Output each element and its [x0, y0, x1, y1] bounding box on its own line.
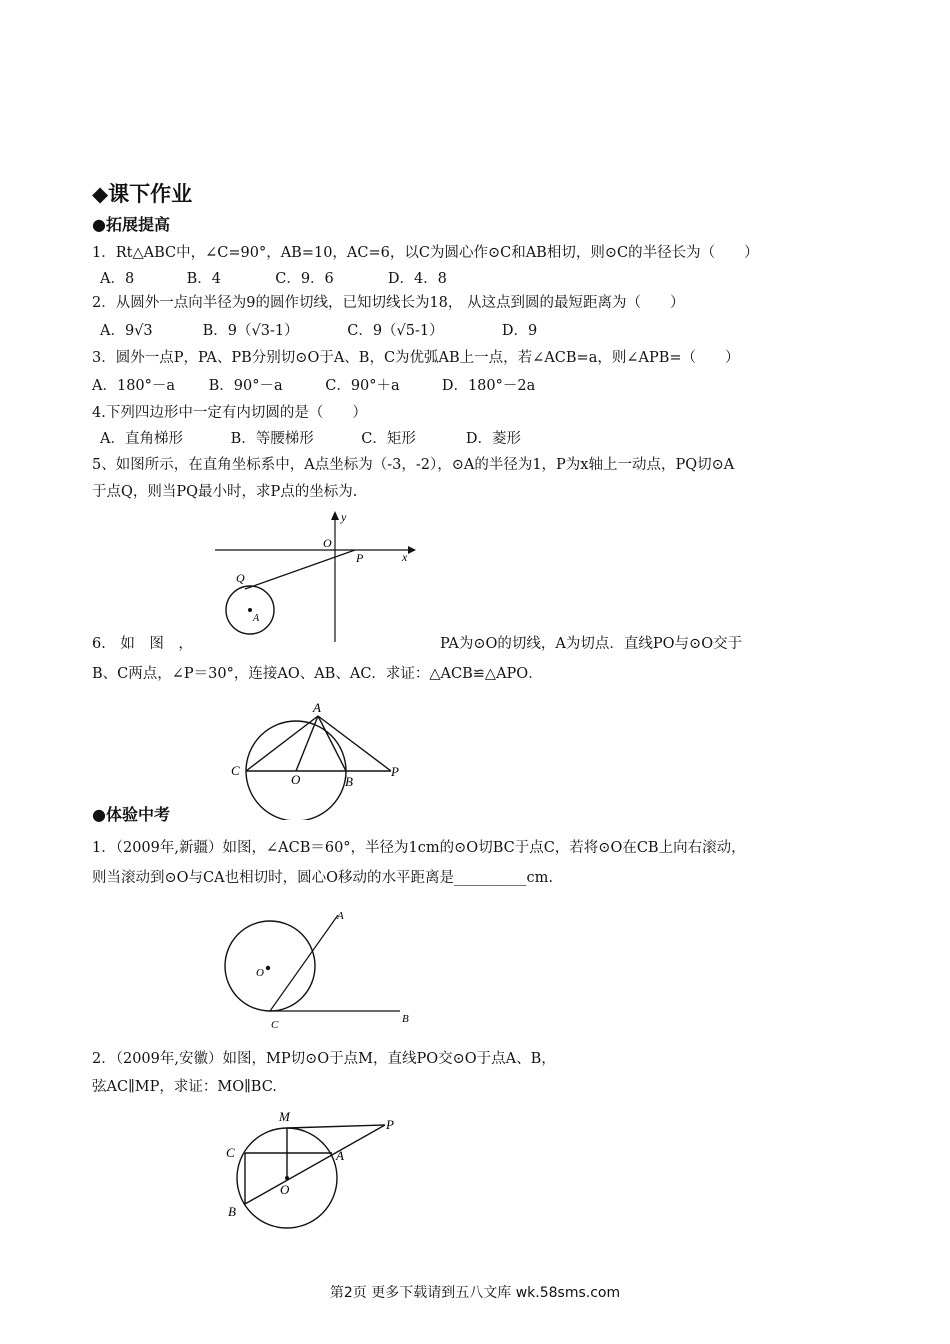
q6-label-o: O	[291, 772, 301, 787]
part2-q2-figure	[220, 1104, 410, 1229]
q4-option-c: C．矩形	[361, 431, 416, 447]
part2-q2-label-p: P	[386, 1117, 394, 1132]
part2-q2-label-o: O	[280, 1182, 290, 1197]
q6-label-b: B	[345, 774, 353, 789]
q4-option-b: B．等腰梯形	[230, 431, 314, 447]
q2-option-c: C．9（√5-1）	[347, 323, 444, 339]
q3-options	[92, 374, 535, 395]
q2-option-a: A．9√3	[100, 323, 153, 339]
q5-label-x: x	[402, 550, 408, 564]
part2-q2-label-a: A	[336, 1148, 344, 1163]
part2-q2-line2: 弦AC∥MP，求证：MO∥BC.	[92, 1079, 277, 1095]
q4-stem: 4.下列四边形中一定有内切圆的是（ ）	[92, 405, 367, 421]
q6-label-c: C	[231, 763, 240, 778]
q2-option-d: D．9	[501, 323, 538, 339]
q5-label-a: A	[253, 613, 260, 624]
part2-q1-line2: 则当滚动到⊙O与CA也相切时，圆心O移动的水平距离是__________cm.	[92, 870, 553, 886]
q1-option-c: C．9．6	[275, 271, 334, 287]
q6-line2: B、C两点，∠P＝30°，连接AO、AB、AC．求证：△ACB≌△APO．	[92, 666, 543, 682]
part2-q2-label-b: B	[228, 1204, 236, 1219]
q1-stem: 1．Rt△ABC中，∠C=90°，AB=10，AC=6，以C为圆心作⊙C和AB相切，则⊙C的半径长为（ ）	[92, 245, 759, 261]
q5-label-q: Q	[236, 571, 245, 585]
q3-option-b: B．90°－a	[208, 378, 283, 394]
part2-q1-label-c: C	[271, 1019, 279, 1031]
q4-option-a: A．直角梯形	[100, 431, 183, 447]
q4-options	[100, 427, 521, 448]
q2-option-b: B．9（√3-1）	[202, 323, 299, 339]
q1-option-a: A．8	[100, 271, 135, 287]
q6-lead: 6. 如 图 ，	[92, 636, 193, 652]
q6-label-a: A	[313, 700, 321, 715]
part2-q2-line1: 2．（2009年,安徽）如图，MP切⊙O于点M，直线PO交⊙O于点A、B，	[92, 1051, 556, 1067]
q6-tangent-figure	[225, 700, 410, 820]
q5-line1: 5、如图所示，在直角坐标系中，A点坐标为（-3，-2），⊙A的半径为1，P为x轴上一动点，PQ切⊙A	[92, 457, 735, 473]
q1-option-d: D．4．8	[387, 271, 447, 287]
q2-options	[100, 319, 537, 340]
part2-q1-label-b: B	[402, 1013, 409, 1025]
part2-q1-line1: 1．（2009年,新疆）如图，∠ACB＝60°，半径为1cm的⊙O切BC于点C，若将⊙O在CB上向右滚动，	[92, 840, 746, 856]
part2-q2-label-c: C	[226, 1145, 235, 1160]
q5-line2: 于点Q，则当PQ最小时，求P点的坐标为.	[92, 484, 358, 500]
page-footer: 第2页 更多下载请到五八文库 wk.58sms.com	[329, 1285, 621, 1301]
q1-option-b: B．4	[186, 271, 221, 287]
q3-option-a: A．180°－a	[92, 378, 176, 394]
q6-line1: PA为⊙O的切线，A为切点．直线PO与⊙O交于	[440, 636, 743, 652]
q3-option-c: C．90°＋a	[325, 378, 400, 394]
q1-options	[100, 267, 447, 288]
q5-label-p: P	[356, 551, 364, 565]
q3-option-d: D．180°－2a	[441, 378, 536, 394]
part2-q1-figure	[220, 905, 420, 1035]
part2-q1-label-a: A	[337, 910, 344, 922]
q5-label-o: O	[323, 536, 332, 550]
q5-coordinate-figure	[205, 508, 420, 644]
part1-heading: ●拓展提高	[92, 215, 170, 234]
q6-label-p: P	[391, 764, 399, 779]
section-title: ◆课下作业	[92, 182, 193, 206]
q4-option-d: D．菱形	[465, 431, 521, 447]
q5-label-y: y	[341, 510, 347, 524]
part2-heading: ●体验中考	[92, 805, 170, 824]
q2-stem-text: 2．从圆外一点向半径为9的圆作切线，已知切线长为18， 从这点到圆的最短距离为（ ）	[92, 295, 685, 311]
part2-q2-label-m: M	[279, 1109, 290, 1124]
part2-q1-label-o: O	[256, 967, 264, 979]
q3-stem: 3．圆外一点P，PA、PB分别切⊙O于A、B，C为优弧AB上一点，若∠ACB=a，则∠APB=（ ）	[92, 350, 740, 366]
